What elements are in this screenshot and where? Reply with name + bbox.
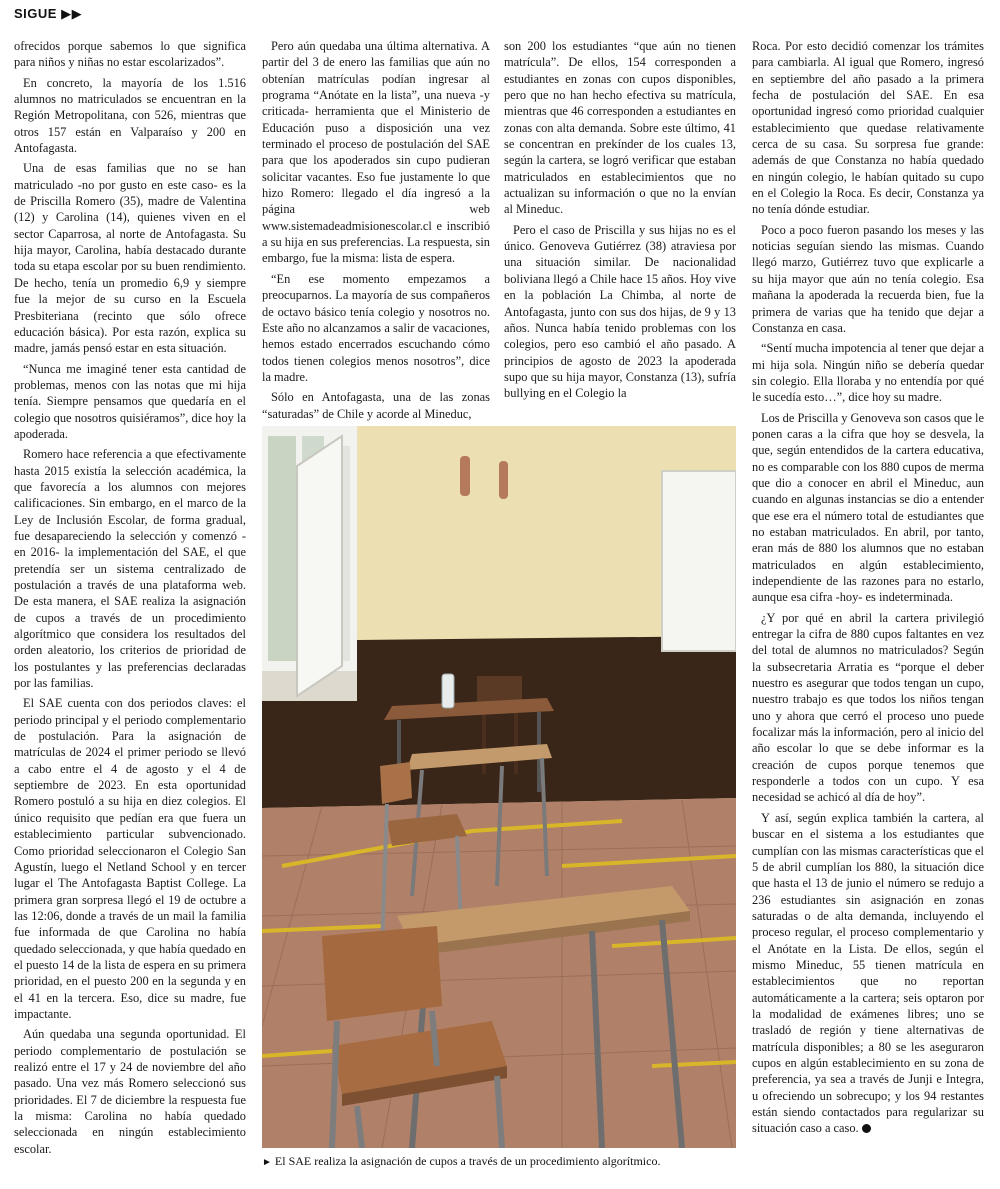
article-column-2 xyxy=(262,38,490,426)
article-column-4 xyxy=(752,38,984,1141)
article-paragraph: Romero hace referencia a que efectivamente hasta 2015 existía la selección académica, la que favorecía a los alumnos con mejores calificaciones. Sin embargo, en el marco de la Ley de Inclusión Escolar, de forma gradual, fue desapareciendo la selección y comenzó -en 2016- la implementación del SAE, el que pretendía ser un sistema centralizado de postulación a través de una plataforma web. De esta manera, el SAE realiza la asignación de cupos a través de un procedimiento algorítmico que considera los resultados del orden aleatorio, los criterios de prioridad de los postulantes y las preferencias declaradas por las familias. xyxy=(14,447,246,691)
classroom-photo xyxy=(262,426,736,1148)
article-paragraph: En concreto, la mayoría de los 1.516 alumnos no matriculados se encuentran en la Región Metropolitana, con 526, mientras que otros 157 están en Valparaíso y 200 en Antofagasta. xyxy=(14,75,246,156)
article-paragraph: Sólo en Antofagasta, una de las zonas “saturadas” de Chile y acorde al Mineduc, xyxy=(262,390,490,421)
article-paragraph: “Sentí mucha impotencia al tener que dejar a mi hija sola. Ningún niño se debería quedar sin colegio. Ella lloraba y no entendía por qué le sucedía esto…”, dice hoy su madre. xyxy=(752,341,984,405)
caption-text: El SAE realiza la asignación de cupos a través de un procedimiento algorítmico. xyxy=(274,1154,661,1168)
article-column-3 xyxy=(504,38,736,406)
article-column-1 xyxy=(14,38,246,1161)
continues-header: SIGUE ▶▶ xyxy=(14,6,83,21)
article-paragraph: Pero el caso de Priscilla y sus hijas no es el único. Genoveva Gutiérrez (38) atraviesa por una situación similar. De nacionalidad boliviana llegó a Chile hace 15 años. Hoy vive en la población La Chimba, al norte de Antofagasta, junto con sus dos hijas, de 9 y 13 años. Nunca había tenido problemas con los colegios, pero eso cambió el año pasado. A principios de agosto de 2023 la apoderada supo que su hija mayor, Constanza (13), sufría bullying en el Colegio la xyxy=(504,222,736,401)
caption-arrow-icon: ► xyxy=(262,1157,272,1168)
article-paragraph: ofrecidos porque sabemos lo que significa para niños y niñas no estar escolarizados”. xyxy=(14,39,246,70)
article-paragraph: son 200 los estudiantes “que aún no tienen matrícula”. De ellos, 154 corresponden a estudiantes en zonas con cupos disponibles, pero que no han hecho efectiva su matrícula, mientras que 46 corresponden a estudiantes en zonas con alta demanda. Sobre este último, 41 se concentran en prekínder de los cuales 13, según la cartera, se logró verificar que estaban matriculados en establecimientos que no actualizan su información o que no la envían al Mineduc. xyxy=(504,39,736,217)
article-paragraph: El SAE cuenta con dos periodos claves: el periodo principal y el periodo complementario de postulación. Para la asignación de matrículas de 2024 el primer periodo se llevó a cabo entre el 4 de agosto y el 4 de septiembre de 2023. En esta oportunidad Romero postuló a su hija en diez colegios. El único requisito que pedían era que fuera un establecimiento particular subvencionado. Como prioridad seleccionaron el Colegio San Agustín, luego el Netland School y en tercer lugar el The Antofagasta Baptist College. La primera gran sorpresa llegó el 19 de octubre a las 12:06, donde a través de un mail la familia fue informada de que Carolina no había quedado seleccionada, y que había quedado en el puesto 14 de la lista de espera en su primera prioridad, en el puesto 200 en la segunda y en el 41 en la tercera. Eso, dice su madre, fue impactante. xyxy=(14,696,246,1021)
photo-caption xyxy=(262,1154,742,1170)
article-paragraph: Pero aún quedaba una última alternativa. A partir del 3 de enero las familias que aún no obtenían matrículas podían ingresar al programa “Anótate en la lista”, una nueva -y criticada- herramienta que el Ministerio de Educación puso a disposición una vez terminado el proceso de postulación del SAE para que los apoderados sin cupo pudieran solicitar vacantes. Eso fue justamente lo que hizo Romero: llegado el día ingresó a la página web www.sistemadeadmisionescolar.cl e inscribió a su hija en sus preferencias. La respuesta, sin embargo, fue la misma: lista de espera. xyxy=(262,39,490,266)
article-paragraph: Roca. Por esto decidió comenzar los trámites para cambiarla. Al igual que Romero, ingresó en septiembre del año pasado a la primera fecha de postulación del SAE. En esa oportunidad ingresó como prioridad cualquier establecimiento que quedase relativamente cerca de su casa. Su sorpresa fue grande: además de que Constanza no había quedado en ningún colegio, le habían quitado su cupo en el Colegio la Roca. Es decir, Constanza ya no tenía dónde estudiar. xyxy=(752,39,984,217)
article-paragraph: Y así, según explica también la cartera, al buscar en el sistema a los estudiantes que cumplían con las mismas características que el 5 de abril cumplían los 880, la situación dice que hasta el 13 de junio el número se redujo a 236 estudiantes sin asignación en zonas saturadas o de alta demanda, incluyendo el proceso regular, el proceso complementario y el Anótate en la Lista. De ellos, según el mismo Mineduc, 55 tienen matrícula en establecimientos que no reportan automáticamente a la cartera; seis optaron por la modalidad de exámenes libres; uno se trasladó de región y tiene alternativas de matrícula disponibles; a 80 se les aseguraron cupos en algún establecimiento en su zona de preferencia, ya sea a través de Junji e Integra, u ofreciendo un sobrecupo; y los 94 restantes están siendo contactados para regularizar su situación caso a caso. xyxy=(752,810,984,1136)
article-paragraph: Poco a poco fueron pasando los meses y las noticias seguían siendo las mismas. Cuando llegó marzo, Gutiérrez tuvo que explicarle a su hija mayor que aún no tenía colegio. Esa mañana la apoderada la recuerda bien, fue la primera de varias que ha tenido que dejar a Constanza en casa. xyxy=(752,222,984,335)
article-paragraph: Los de Priscilla y Genoveva son casos que le ponen caras a la cifra que hoy se desvela, la que, según entendidos de la cartera educativa, no es comparable con los 880 cupos de merma que dio a conocer en abril el Mineduc, aun cuando en algunas instancias se dio a entender que ese era el número total de estudiantes que no estaban matriculados. En abril, por tanto, eran más de 880 los alumnos que no estaban matriculados en algún establecimiento, independiente de las razones para no estarlo, aunque esa cifra -hoy- es indeterminada. xyxy=(752,410,984,605)
article-paragraph: “En ese momento empezamos a preocuparnos. La mayoría de sus compañeros de octavo básico tenía colegio y nosotros no. Este año no alcanzamos a salir de vacaciones, hemos estado encerrados escuchando cómo todos tienen colegios menos nosotros”, dice la madre. xyxy=(262,271,490,384)
article-paragraph: Aún quedaba una segunda oportunidad. El periodo complementario de postulación se realizó entre el 17 y 24 de noviembre del año pasado. Una vez más Romero seleccionó sus prioridades. El 7 de diciembre la respuesta fue la misma: Carolina no había quedado seleccionada en ningún establecimiento escolar. xyxy=(14,1027,246,1156)
article-paragraph: “Nunca me imaginé tener esta cantidad de problemas, menos con las notas que mi hija tenía. Siempre pensamos que quedaría en el colegio que nosotros quisiéramos”, dice hoy la apoderada. xyxy=(14,361,246,441)
article-paragraph: Una de esas familias que no se han matriculado -no por gusto en este caso- es la de Priscilla Romero (35), madre de Valentina (12) y Carolina (14), quienes viven en el sector Caparrosa, al norte de Antofagasta. Su hija mayor, Carolina, había destacado durante toda su etapa escolar por su buen rendimiento. De hecho, tenía un promedio 6,9 y siempre fue la mejor de su curso en la Escuela Presbiteriana (recinto que sólo ofrece educación básica). Por esta razón, explica su madre, jamás pensó estar en esta situación. xyxy=(14,161,246,356)
end-of-article-icon xyxy=(862,1124,871,1133)
article-paragraph: ¿Y por qué en abril la cartera privilegió entregar la cifra de 880 cupos faltantes en vez del total de alumnos no matriculados? Según la subsecretaria Arratia es “porque el deber nuestro es asegurar que todos tengan un cupo, nuestro trabajo es que todos los niños tengan uno y ahora que cerró el proceso uno puede focalizar más la información, pero al inicio del año escolar lo que se debe informar es la creación de cupos porque tenemos que responderle a todos con un cupo. Y esa necesidad se achicó al día de hoy”. xyxy=(752,610,984,805)
